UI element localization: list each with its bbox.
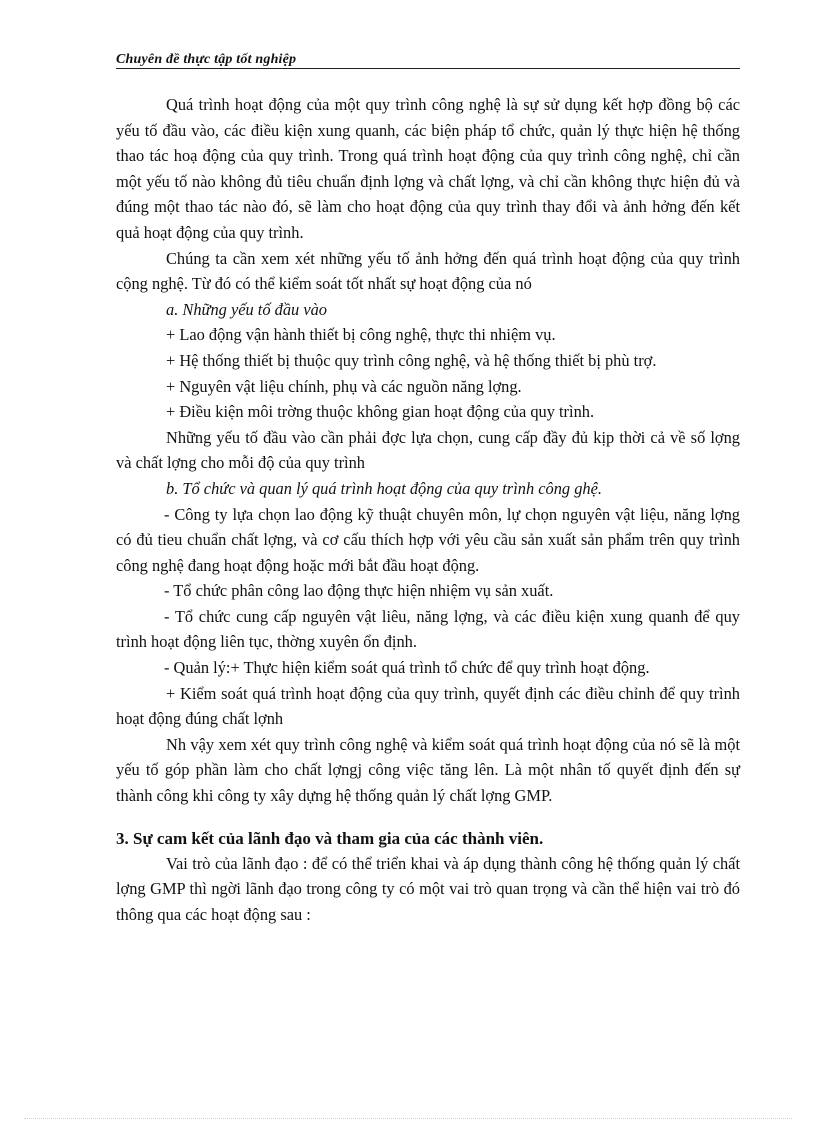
paragraph: Vai trò của lãnh đạo : để có thể triển khai và áp dụng thành công hệ thống quản lý chất lợng GMP thì ngời lãnh đạo trong công ty có một vai trò quan trọng và cần thể hiện vai trò đó thông qua các hoạt động sau : — [116, 853, 740, 924]
document-body — [116, 92, 740, 927]
paragraph: Những yếu tố đầu vào cần phải đợc lựa chọn, cung cấp đầy đủ kịp thời cả về số lợng và chất lợng cho mỗi độ của quy trình — [116, 427, 740, 473]
list-item: - Công ty lựa chọn lao động kỹ thuật chuyên môn, lự chọn nguyên vật liệu, năng lợng có đủ tieu chuẩn chất lợng, và cơ cấu thích hợp với yêu cầu sản xuất sản phẩm trên quy trình công nghệ đang hoạt động hoặc mới bắt đầu hoạt động. — [116, 504, 740, 575]
paragraph: Chúng ta cần xem xét những yếu tố ảnh hởng đến quá trình hoạt động của quy trình cộng nghệ. Từ đó có thể kiểm soát tốt nhất sự hoạt động của nó — [116, 248, 740, 294]
section-title: 3. Sự cam kết của lãnh đạo và tham gia của các thành viên. — [116, 828, 544, 848]
list-item: + Hệ thống thiết bị thuộc quy trình công nghệ, và hệ thống thiết bị phù trợ. — [166, 350, 657, 370]
list-item: + Nguyên vật liệu chính, phụ và các nguồn năng lợng. — [166, 376, 522, 396]
paragraph: Nh vậy xem xét quy trình công nghệ và kiểm soát quá trình hoạt động của nó sẽ là một yếu tố góp phần làm cho chất lợngj công việc tăng lên. Là một nhân tố quyết định đến sự thành công khi công ty xây dựng hệ thống quản lý chất lợng GMP. — [116, 734, 740, 806]
list-item: - Quản lý:+ Thực hiện kiểm soát quá trình tổ chức để quy trình hoạt động. — [164, 658, 650, 678]
subheading-b: b. Tổ chức và quan lý quá trình hoạt động của quy trình công ghệ. — [166, 478, 602, 498]
list-item: + Điều kiện môi trờng thuộc không gian hoạt động của quy trình. — [166, 402, 595, 422]
list-item: + Lao động vận hành thiết bị công nghệ, thực thi nhiệm vụ. — [166, 325, 556, 345]
list-item: - Tổ chức phân công lao động thực hiện nhiệm vụ sản xuất. — [164, 581, 554, 601]
list-item: - Tổ chức cung cấp nguyên vật liêu, năng lợng, và các điều kiện xung quanh để quy trình hoạt động liên tục, thờng xuyên ổn định. — [116, 606, 740, 652]
page-header — [116, 48, 740, 69]
paragraph: Quá trình hoạt động của một quy trình công nghệ là sự sử dụng kết hợp đồng bộ các yếu tố đầu vào, các điều kiện xung quanh, các biện pháp tổ chức, quản lý thực hiện hệ thống thao tác hoạ động của quy trình. Trong quá trình hoạt động của quy trình công nghệ, chỉ cần một yếu tố nào không đủ tiêu chuẩn định lợng và chất lợng, và chỉ cần không thực hiện đủ và đúng một thao tác nào đó, sẽ làm cho hoạt động của quy trình thay đổi và ảnh hởng đến kết quả hoạt động của quy trình. — [116, 95, 740, 242]
subheading-a: a. Những yếu tố đầu vào — [166, 299, 327, 319]
page-bottom-border — [24, 1118, 792, 1119]
header-title: Chuyên đề thực tập tốt nghiệp — [116, 52, 297, 67]
list-item: + Kiểm soát quá trình hoạt động của quy trình, quyết định các điều chỉnh để quy trình hoạt động đúng chất lợnh — [116, 683, 740, 729]
